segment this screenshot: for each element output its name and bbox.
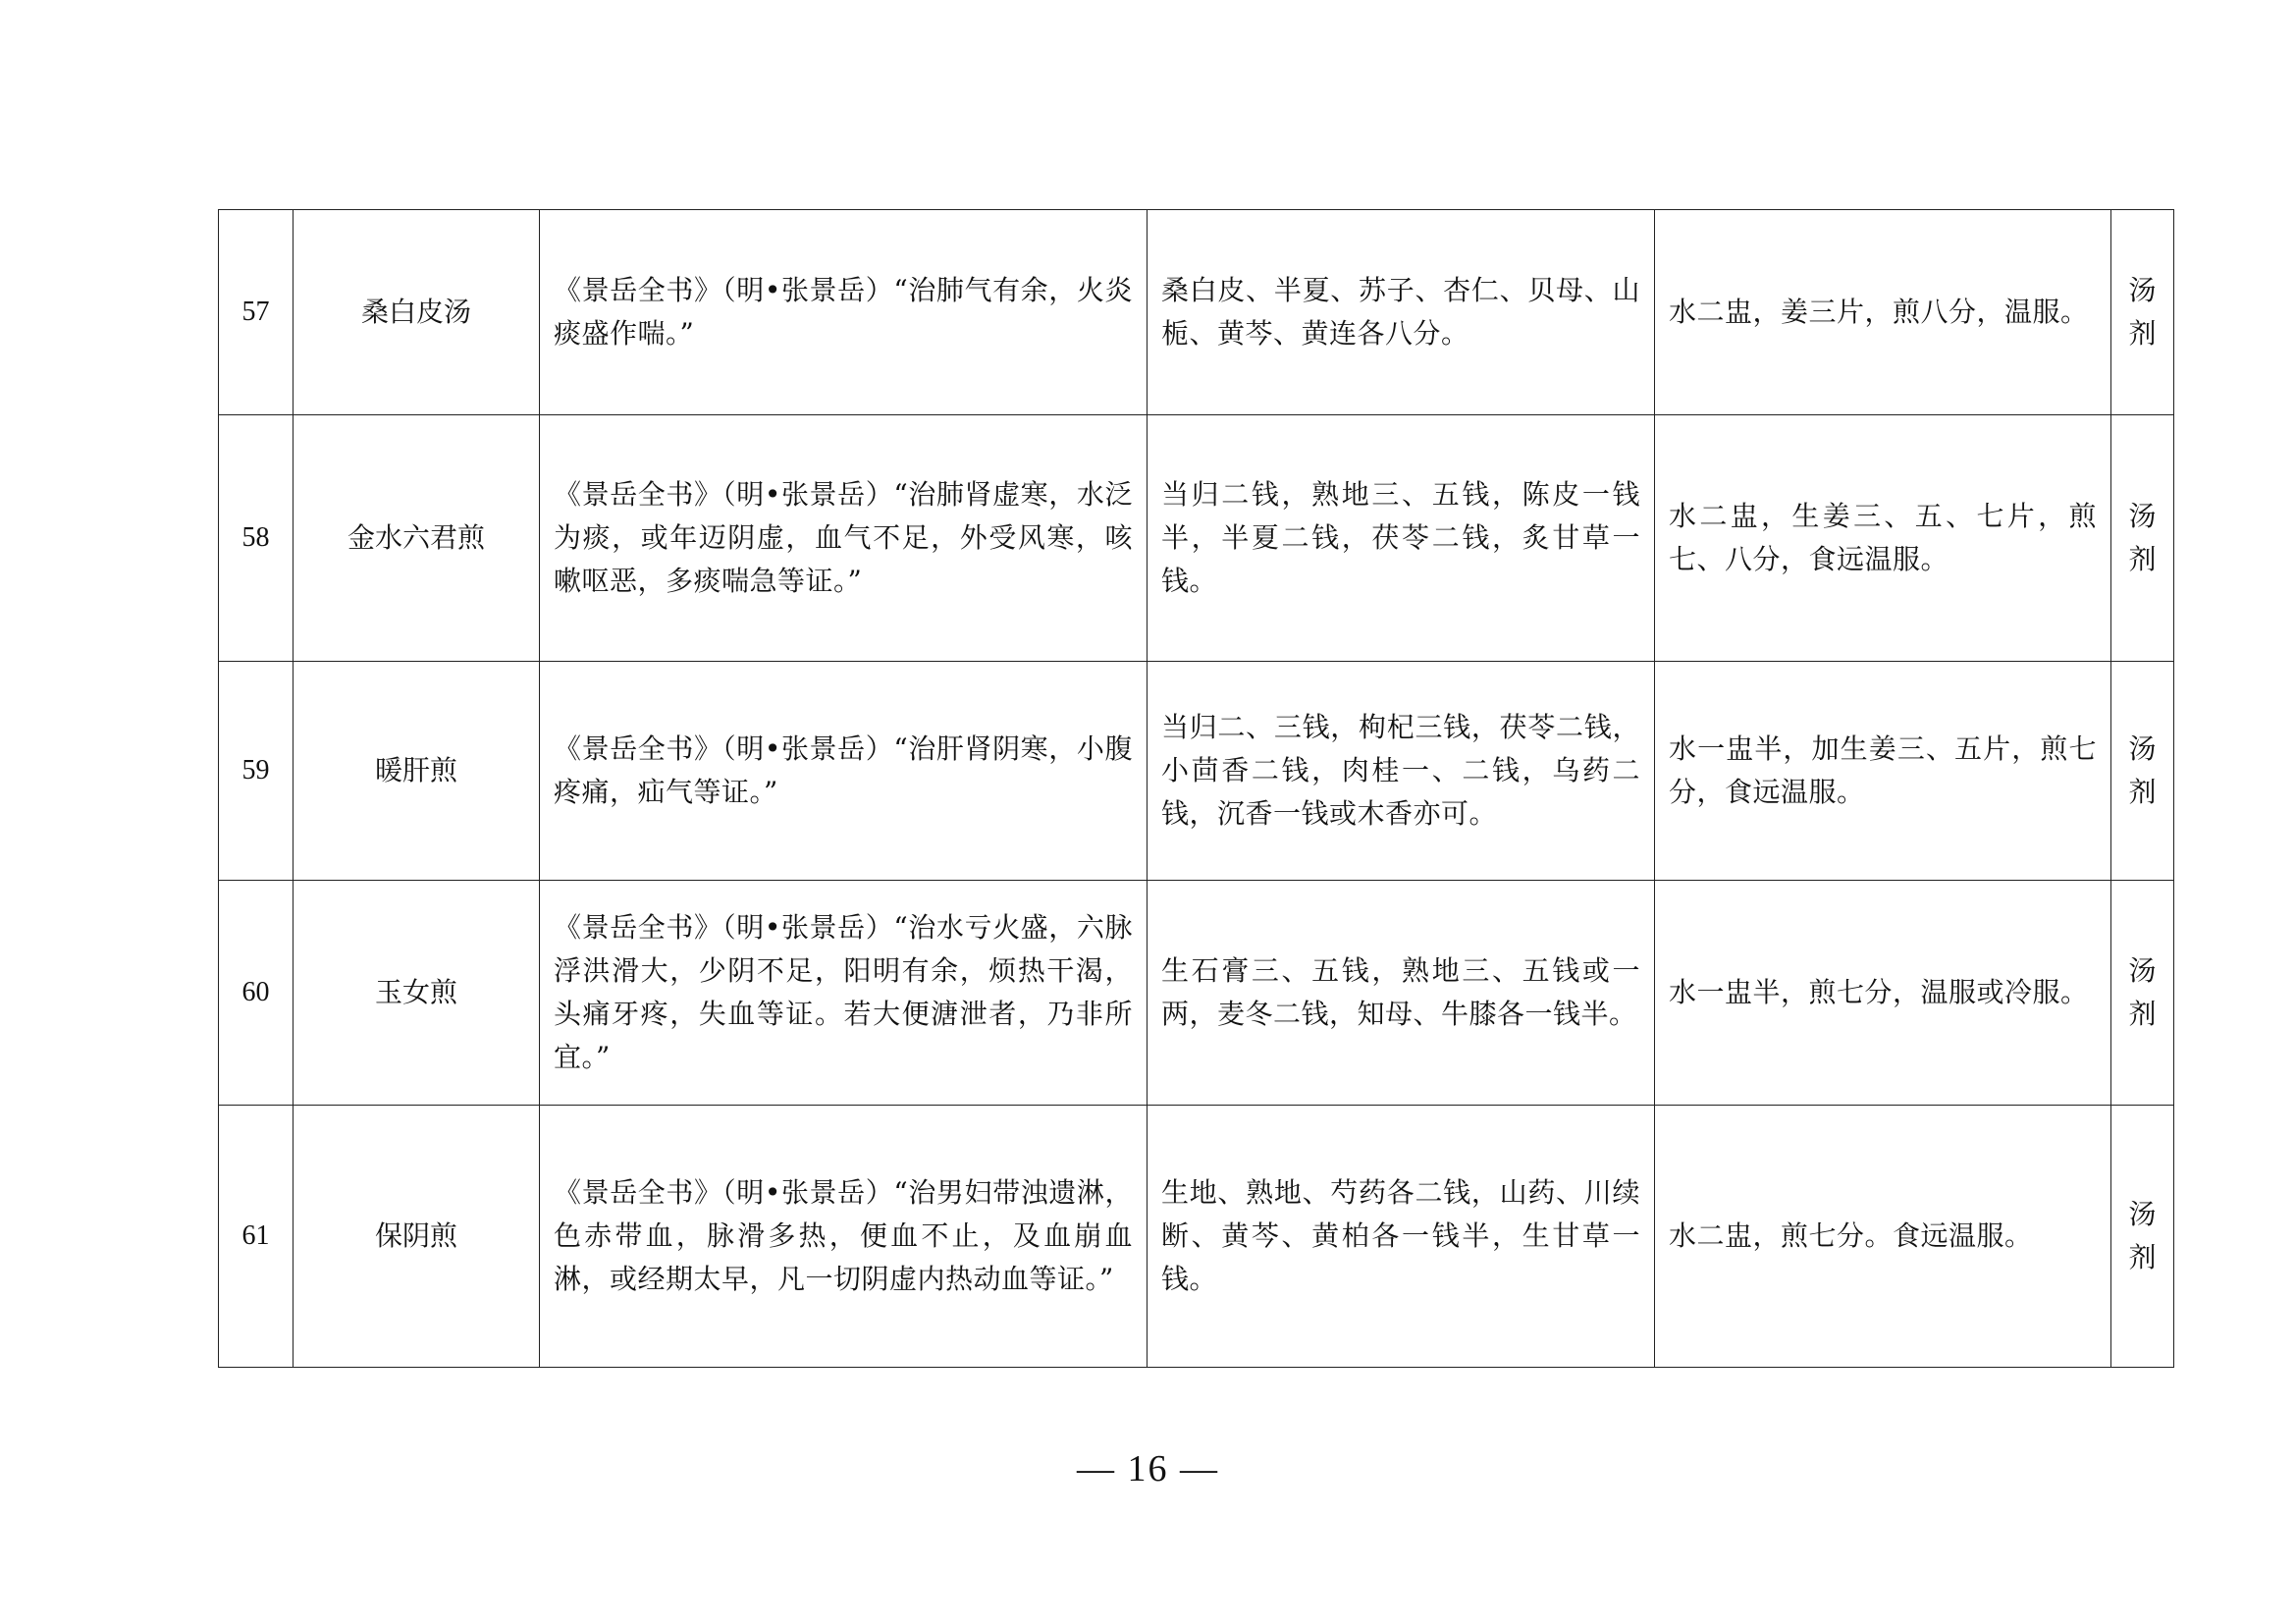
- formula-name: 保阴煎: [294, 1106, 540, 1368]
- formula-name: 金水六君煎: [294, 415, 540, 662]
- formula-method: 水二盅，姜三片，煎八分，温服。: [1655, 210, 2111, 415]
- formula-source: 《景岳全书》（明•张景岳）“治水亏火盛，六脉浮洪滑大，少阴不足，阳明有余，烦热干渴，头痛牙疼，失血等证。若大便溏泄者，乃非所宜。”: [540, 881, 1148, 1106]
- formula-form: 汤剂: [2111, 210, 2174, 415]
- formula-source: 《景岳全书》（明•张景岳）“治肝肾阴寒，小腹疼痛，疝气等证。”: [540, 662, 1148, 881]
- formula-source: 《景岳全书》（明•张景岳）“治肺气有余，火炎痰盛作喘。”: [540, 210, 1148, 415]
- formula-table: [218, 209, 2174, 1368]
- row-number: 61: [219, 1106, 294, 1368]
- formula-name: 暖肝煎: [294, 662, 540, 881]
- formula-form: 汤剂: [2111, 1106, 2174, 1368]
- formula-composition: 当归二钱，熟地三、五钱，陈皮一钱半，半夏二钱，茯苓二钱，炙甘草一钱。: [1148, 415, 1655, 662]
- page-number: — 16 —: [1077, 1448, 1219, 1489]
- formula-composition: 当归二、三钱，枸杞三钱，茯苓二钱，小茴香二钱，肉桂一、二钱，乌药二钱，沉香一钱或木香亦可。: [1148, 662, 1655, 881]
- formula-form: 汤剂: [2111, 415, 2174, 662]
- formula-composition: 生地、熟地、芍药各二钱，山药、川续断、黄芩、黄柏各一钱半，生甘草一钱。: [1148, 1106, 1655, 1368]
- formula-form: 汤剂: [2111, 881, 2174, 1106]
- table-row: [219, 415, 2174, 662]
- formula-composition: 桑白皮、半夏、苏子、杏仁、贝母、山栀、黄芩、黄连各八分。: [1148, 210, 1655, 415]
- formula-name: 桑白皮汤: [294, 210, 540, 415]
- table-row: [219, 210, 2174, 415]
- formula-source: 《景岳全书》（明•张景岳）“治肺肾虚寒，水泛为痰，或年迈阴虚，血气不足，外受风寒，咳嗽呕恶，多痰喘急等证。”: [540, 415, 1148, 662]
- formula-composition: 生石膏三、五钱，熟地三、五钱或一两，麦冬二钱，知母、牛膝各一钱半。: [1148, 881, 1655, 1106]
- formula-method: 水一盅半，煎七分，温服或冷服。: [1655, 881, 2111, 1106]
- table-row: [219, 881, 2174, 1106]
- row-number: 60: [219, 881, 294, 1106]
- row-number: 59: [219, 662, 294, 881]
- formula-method: 水二盅，生姜三、五、七片，煎七、八分，食远温服。: [1655, 415, 2111, 662]
- row-number: 57: [219, 210, 294, 415]
- formula-source: 《景岳全书》（明•张景岳）“治男妇带浊遗淋，色赤带血，脉滑多热，便血不止，及血崩血淋，或经期太早，凡一切阴虚内热动血等证。”: [540, 1106, 1148, 1368]
- formula-name: 玉女煎: [294, 881, 540, 1106]
- formula-method: 水二盅，煎七分。食远温服。: [1655, 1106, 2111, 1368]
- table-row: [219, 1106, 2174, 1368]
- row-number: 58: [219, 415, 294, 662]
- table-row: [219, 662, 2174, 881]
- formula-form: 汤剂: [2111, 662, 2174, 881]
- formula-method: 水一盅半，加生姜三、五片，煎七分，食远温服。: [1655, 662, 2111, 881]
